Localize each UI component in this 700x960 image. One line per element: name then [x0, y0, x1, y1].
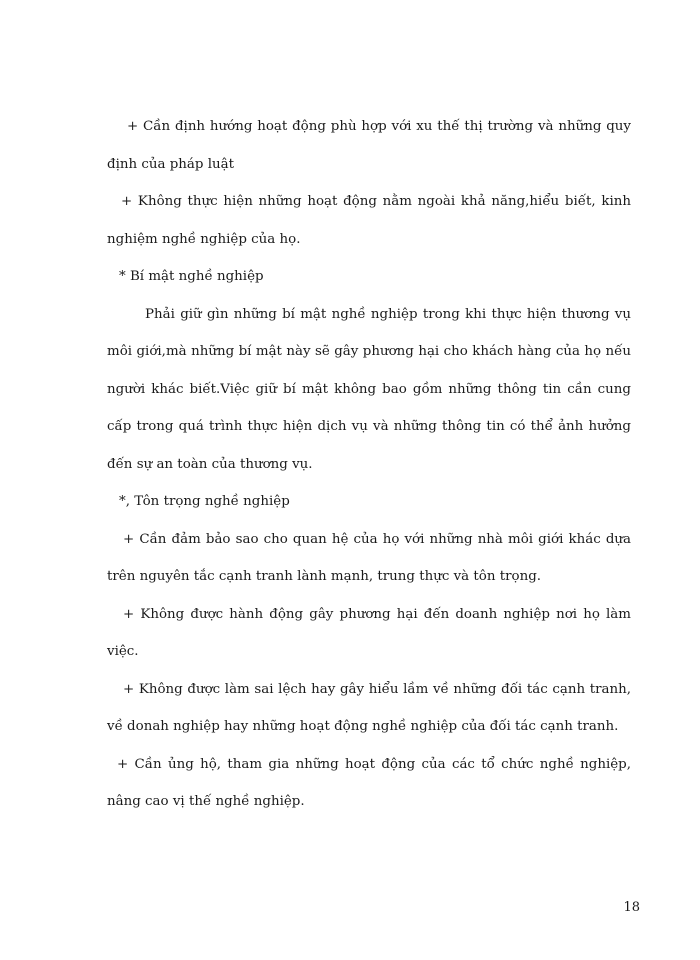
page-body — [107, 108, 631, 821]
paragraph-secrecy: Phải giữ gìn những bí mật nghề nghiệp trong khi thực hiện thương vụ môi giới,mà những bí mật này sẽ gây phương hại cho khách hàng của họ nếu người khác biết.Việc giữ bí mật không bao gồm những thông tin cần cung cấp trong quá trình thực hiện dịch vụ và những thông tin có thể ảnh hưởng đến sự an toàn của thương vụ. — [107, 306, 631, 472]
paragraph-orientation: + Cần định hướng hoạt động phù hợp với xu thế thị trường và những quy định của pháp luật — [107, 119, 631, 172]
paragraph-capability: + Không thực hiện những hoạt động nằm ngoài khả năng,hiểu biết, kinh nghiệm nghề nghiệp của họ. — [107, 194, 631, 247]
paragraph-fair-competition: + Cần đảm bảo sao cho quan hệ của họ với những nhà môi giới khác dựa trên nguyên tắc cạnh tranh lành mạnh, trung thực và tôn trọng. — [107, 531, 631, 584]
paragraph-no-misrepresentation: + Không được làm sai lệch hay gây hiểu lầm về những đối tác cạnh tranh, về donah nghiệp hay những hoạt động nghề nghiệp của đối tác cạnh tranh. — [107, 681, 631, 734]
paragraph-support-organizations: + Cần ủng hộ, tham gia những hoạt động của các tổ chức nghề nghiệp, nâng cao vị thế nghề nghiệp. — [107, 756, 631, 809]
page-number: 18 — [623, 900, 640, 915]
heading-professional-respect: *, Tôn trọng nghề nghiệp — [119, 494, 290, 509]
heading-professional-secrecy: * Bí mật nghề nghiệp — [119, 269, 264, 284]
paragraph-no-harm-employer: + Không được hành động gây phương hại đến doanh nghiệp nơi họ làm việc. — [107, 606, 631, 659]
